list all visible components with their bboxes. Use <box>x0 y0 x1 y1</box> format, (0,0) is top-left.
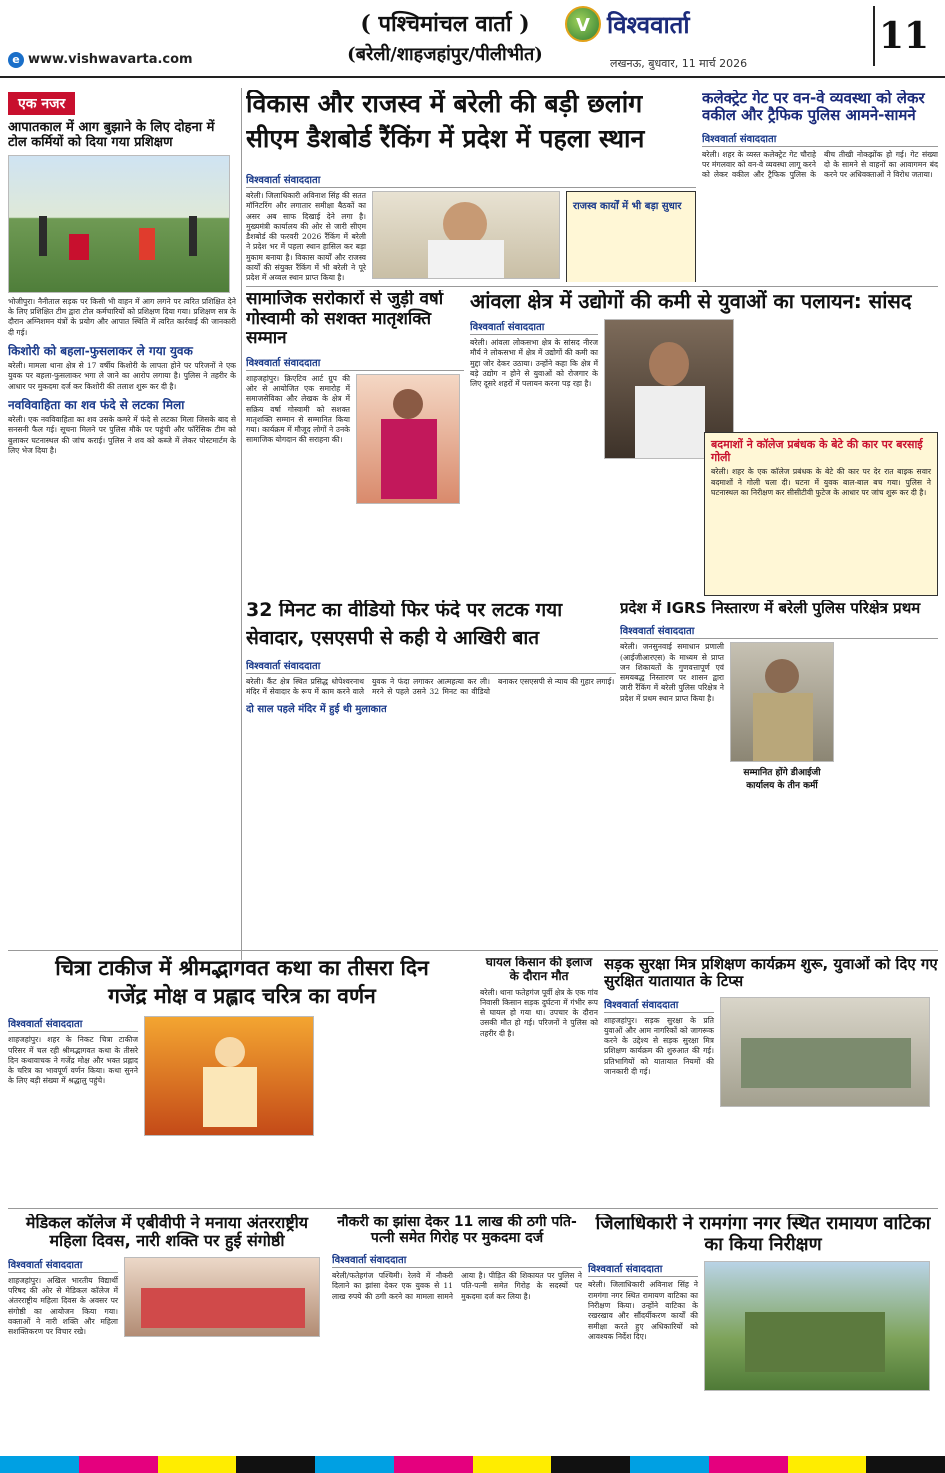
igrs-body: बरेली। जनसुनवाई समाधान प्रणाली (आईजीआरएस) के माध्यम से प्राप्त जन शिकायतों के गुणवत्तापूर्ण एवं समयबद्ध निस्तारण पर शासन द्वारा जारी रैंकिंग में बरेली पुलिस परिक्षेत्र ने प्रदेश में प्रथम स्थान प्राप्त किया है। <box>620 642 724 703</box>
sadak-bureau: विश्ववार्ता संवाददाता <box>604 997 714 1013</box>
ek-nazar-headline: आपातकाल में आग बुझाने के लिए दोहना में टोल कर्मियों को दिया गया प्रशिक्षण <box>8 120 215 150</box>
ek-nazar-column <box>8 92 236 960</box>
abvp-seminar-photo <box>124 1257 320 1337</box>
strip-swatch <box>630 1456 709 1473</box>
print-registration-strip <box>0 1456 945 1473</box>
strip-swatch <box>709 1456 788 1473</box>
sadak-story <box>604 956 938 1202</box>
strip-swatch <box>788 1456 867 1473</box>
lead-headline-2: सीएम डैशबोर्ड रैंकिंग में प्रदेश में पहला स्थान <box>246 123 645 153</box>
ek-nazar-body2: बरेली। मामला थाना क्षेत्र से 17 वर्षीय किशोरी के लापता होने पर परिजनों ने एक युवक पर बहला-फुसलाकर भगा ले जाने का आरोप लगाया है। पुलिस ने तहरीर के आधार पर मुकदमा दर्ज कर किशोरी की तलाश शुरू कर दी है। <box>8 361 236 391</box>
igrs-photo-caption: सम्मानित होंगे डीआईजी कार्यालय के तीन कर्मी <box>743 768 821 792</box>
sevadar-body: बरेली। कैंट क्षेत्र स्थित प्रसिद्ध धोपेश्वरनाथ मंदिर में सेवादार के रूप में काम करने वाले युवक ने फंदा लगाकर आत्महत्या कर ली। मरने से पहले उसने 32 मिनट का वीडियो बनाकर एसएसपी से न्याय की गुहार लगाई। <box>246 676 615 696</box>
badmashon-headline: बदमाशों ने कॉलेज प्रबंधक के बेटे की कार पर बरसाई गोली <box>711 438 923 464</box>
ek-nazar-body: भोजीपुरा। नैनीताल सड़क पर किसी भी वाहन में आग लगने पर त्वरित प्रशिक्षित देने के लिए प्रशिक्षित टीम द्वारा टोल कर्मचारियों को प्रशिक्षण दिया गया। प्रशिक्षण सत्र के दौरान अग्निशमन यंत्रों के प्रयोग और आपात स्थिति में त्वरित कार्रवाई की जानकारी दी गई। <box>8 296 236 337</box>
ek-nazar-sub1: किशोरी को बहला-फुसलाकर ले गया युवक <box>8 344 193 359</box>
ek-nazar-tag: एक नजर <box>8 92 75 115</box>
medical-headline: मेडिकल कॉलेज में एबीवीपी ने मनाया अंतरराष्ट्रीय महिला दिवस, नारी शक्ति पर हुई संगोष्ठी <box>25 1214 309 1251</box>
sevadar-headline-2: सेवादार, एसएसपी से कही ये आखिरी बात <box>246 626 540 649</box>
edition-cities: (बरेली/शाहजहांपुर/पीलीभीत) <box>347 44 543 65</box>
toll-training-photo <box>8 155 230 293</box>
samajik-bureau: विश्ववार्ता संवाददाता <box>246 355 464 371</box>
medical-body: शाहजहांपुर। अखिल भारतीय विद्यार्थी परिषद की ओर से मेडिकल कॉलेज में अंतरराष्ट्रीय महिला दिवस के अवसर पर संगोष्ठी का आयोजन किया गया। वक्ताओं ने नारी शक्ति और महिला सशक्तिकरण पर विचार रखे। <box>8 1275 118 1337</box>
chitra-story <box>8 956 476 1206</box>
lead-body: बरेली। जिलाधिकारी अविनाश सिंह की सतत मॉनिटरिंग और लगातार समीक्षा बैठकों का असर अब साफ दिखाई देने लगा है। मुख्यमंत्री कार्यालय की ओर से जारी सीएम डैशबोर्ड की फरवरी 2026 रैंकिंग में बरेली ने प्रदेश भर में पहला स्थान हासिल कर बड़ा मुकाम बनाया है। विकास कार्यों और राजस्व कार्यों की संयुक्त रैंकिंग में भी बरेली ने पूरे प्रदेश में अव्वल स्थान प्राप्त किया है। <box>246 191 366 282</box>
masthead <box>0 0 945 78</box>
chitra-headline-1: चित्रा टाकीज में श्रीमद्भागवत कथा का तीसरा दिन <box>55 956 429 980</box>
ramganga-body: बरेली। जिलाधिकारी अविनाश सिंह ने रामगंगा नगर स्थित रामायण वाटिका का निरीक्षण किया। उन्होंने वाटिका के रखरखाव और सौंदर्यीकरण कार्यों की समीक्षा करते हुए अधिकारियों को आवश्यक निर्देश दिए। <box>588 1280 698 1341</box>
aonla-bureau: विश्ववार्ता संवाददाता <box>470 319 598 335</box>
lead-bureau: विश्ववार्ता संवाददाता <box>246 172 696 188</box>
samajik-headline: सामाजिक सरोकारों से जुड़ी वर्षा गोस्वामी को सशक्त मातृशक्ति सम्मान <box>246 290 444 349</box>
award-ceremony-photo <box>356 374 460 504</box>
badmashon-story <box>704 432 938 596</box>
section-divider <box>8 950 938 951</box>
sadak-headline: सड़क सुरक्षा मित्र प्रशिक्षण कार्यक्रम शुरू, युवाओं को दिए गए सुरक्षित यातायात के टिप्स <box>604 956 938 991</box>
igrs-story <box>620 600 938 946</box>
globe-logo-icon: V <box>565 6 601 42</box>
ghayal-headline: घायल किसान की इलाज के दौरान मौत <box>485 956 593 983</box>
aonla-body: बरेली। आंवला लोकसभा क्षेत्र के सांसद नीरज मौर्य ने लोकसभा में क्षेत्र में उद्योगों की कमी का मुद्दा जोर देकर उठाया। उन्होंने कहा कि क्षेत्र में बड़े उद्योग न होने से युवाओं को रोजगार के लिए दूसरे शहरों में पलायन करना पड़ रहा है। <box>470 338 598 389</box>
strip-swatch <box>315 1456 394 1473</box>
dateline: लखनऊ, बुधवार, 11 मार्च 2026 <box>610 57 748 70</box>
sevadar-headline-1: 32 मिनट का वीडियो फिर फंदे पर लटक गया <box>246 600 563 621</box>
lead-headline-1: विकास और राजस्व में बरेली की बड़ी छलांग <box>246 90 643 118</box>
site-url[interactable] <box>8 52 193 68</box>
chitra-body: शाहजहांपुर। शहर के निकट चित्रा टाकीज परिसर में चल रही श्रीमद्भागवत कथा के तीसरे दिन कथावाचक ने गजेंद्र मोक्ष और भक्त प्रह्लाद के चरित्र का भावपूर्ण वर्णन किया। कथा सुनने के लिए बड़ी संख्या में श्रद्धालु पहुंचे। <box>8 1035 138 1086</box>
lead-inset <box>566 191 696 282</box>
lead-headline-block <box>246 90 696 170</box>
section-divider <box>8 1208 938 1209</box>
medical-bureau: विश्ववार्ता संवाददाता <box>8 1257 118 1273</box>
collectorate-headline: कलेक्ट्रेट गेट पर वन-वे व्यवस्था को लेकर वकील और ट्रैफिक पुलिस आमने-सामने <box>702 90 925 125</box>
ghayal-story <box>480 956 598 1202</box>
sadak-body: शाहजहांपुर। सड़क सुरक्षा के प्रति युवाओं और आम नागरिकों को जागरूक करने के उद्देश्य से सड़क सुरक्षा मित्र प्रशिक्षण कार्यक्रम की शुरुआत की गई। प्रतिभागियों को यातायात नियमों की जानकारी दी गई। <box>604 1015 714 1076</box>
edition-block <box>330 8 560 66</box>
chitra-bureau: विश्ववार्ता संवाददाता <box>8 1016 138 1032</box>
naukri-headline: नौकरी का झांसा देकर 11 लाख की ठगी पति-पत्नी समेत गिरोह पर मुकदमा दर्ज <box>337 1214 577 1247</box>
dig-office-photo <box>730 642 834 762</box>
strip-swatch <box>158 1456 237 1473</box>
igrs-headline: प्रदेश में IGRS निस्तारण में बरेली पुलिस परिक्षेत्र प्रथम <box>620 600 921 617</box>
ramayan-vatika-photo <box>704 1261 930 1391</box>
medical-story <box>8 1214 326 1450</box>
strip-swatch <box>551 1456 630 1473</box>
collectorate-body: बरेली। शहर के व्यस्त कलेक्ट्रेट गेट चौराहे पर मंगलवार को वन-वे व्यवस्था लागू करने को लेकर वकील और ट्रैफिक पुलिस के बीच तीखी नोकझोंक हो गई। गेट संख्या दो के सामने से वाहनों का आवागमन बंद करने पर अधिवक्ताओं ने विरोध जताया। <box>702 149 938 180</box>
sevadar-story <box>246 600 616 946</box>
ek-nazar-body3: बरेली। एक नवविवाहिता का शव उसके कमरे में फंदे से लटका मिला जिसके बाद से सनसनी फैल गई। सूचना मिलने पर पुलिस मौके पर पहुंची और फॉरेंसिक टीम को बुलाकर घटनास्थल की जांच कराई। पुलिस ने शव को कब्जे में लेकर पोस्टमार्टम के लिए भेज दिया है। <box>8 414 236 455</box>
strip-swatch <box>866 1456 945 1473</box>
site-url-text: www.vishwavarta.com <box>28 52 193 67</box>
road-safety-training-photo <box>720 997 930 1107</box>
samajik-body: शाहजहांपुर। क्रिएटिव आर्ट ग्रुप की ओर से आयोजित एक समारोह में समाजसेविका और लेखक के क्षेत्र में सक्रिय वर्षा गोस्वामी को सशक्त मातृशक्ति सम्मान से सम्मानित किया गया। कार्यक्रम में मौजूद लोगों ने उनके सामाजिक योगदान की सराहना की। <box>246 373 350 445</box>
dm-office-photo <box>372 191 560 279</box>
page-number: 11 <box>873 6 933 66</box>
strip-swatch <box>0 1456 79 1473</box>
chitra-headline-2: गजेंद्र मोक्ष व प्रह्लाद चरित्र का वर्णन <box>108 984 376 1009</box>
lead-story <box>246 172 696 282</box>
edition-name: ( पश्चिमांचल वार्ता ) <box>360 11 530 37</box>
samajik-story <box>246 290 464 630</box>
sevadar-bureau: विश्ववार्ता संवाददाता <box>246 658 616 674</box>
badmashon-body: बरेली। शहर के एक कॉलेज प्रबंधक के बेटे की कार पर देर रात बाइक सवार बदमाशों ने गोली चला दी। घटना में युवक बाल-बाल बच गया। पुलिस ने घटनास्थल का निरीक्षण कर सीसीटीवी फुटेज के आधार पर जांच शुरू कर दी है। <box>711 467 931 497</box>
igrs-bureau: विश्ववार्ता संवाददाता <box>620 623 938 639</box>
ramganga-headline: जिलाधिकारी ने रामगंगा नगर स्थित रामायण वाटिका का किया निरीक्षण <box>595 1214 931 1255</box>
strip-swatch <box>79 1456 158 1473</box>
strip-swatch <box>394 1456 473 1473</box>
naukri-body: बरेली/फतेहगंज पश्चिमी। रेलवे में नौकरी दिलाने का झांसा देकर एक युवक से 11 लाख रुपये की ठगी करने का मामला सामने आया है। पीड़ित की शिकायत पर पुलिस ने पति-पत्नी समेत गिरोह के सदस्यों पर मुकदमा दर्ज कर लिया है। <box>332 1271 582 1301</box>
ghayal-body: बरेली। थाना फतेहगंज पूर्वी क्षेत्र के एक गांव निवासी किसान सड़क दुर्घटना में गंभीर रूप से घायल हो गया था। उपचार के दौरान उसकी मौत हो गई। परिजनों ने पुलिस को तहरीर दी है। <box>480 987 598 1038</box>
naukri-story <box>332 1214 582 1450</box>
naukri-bureau: विश्ववार्ता संवाददाता <box>332 1252 582 1268</box>
browser-e-icon: e <box>8 52 24 68</box>
sevadar-subhead: दो साल पहले मंदिर में हुई थी मुलाकात <box>246 704 387 716</box>
strip-swatch <box>236 1456 315 1473</box>
column-divider <box>241 88 242 960</box>
brand-logo <box>565 6 690 42</box>
ek-nazar-sub2: नवविवाहिता का शव फंदे से लटका मिला <box>8 397 185 412</box>
brand-name: विश्ववार्ता <box>607 9 690 39</box>
collectorate-bureau: विश्ववार्ता संवाददाता <box>702 131 938 147</box>
lead-inset-heading: राजस्व कार्यों में भी बड़ा सुधार <box>573 201 682 212</box>
ramganga-bureau: विश्ववार्ता संवाददाता <box>588 1261 698 1277</box>
strip-swatch <box>473 1456 552 1473</box>
ramganga-story <box>588 1214 938 1450</box>
section-divider <box>246 286 938 287</box>
aonla-headline: आंवला क्षेत्र में उद्योगों की कमी से युवाओं का पलायन: सांसद <box>470 290 912 313</box>
bhagwat-katha-photo <box>144 1016 314 1136</box>
